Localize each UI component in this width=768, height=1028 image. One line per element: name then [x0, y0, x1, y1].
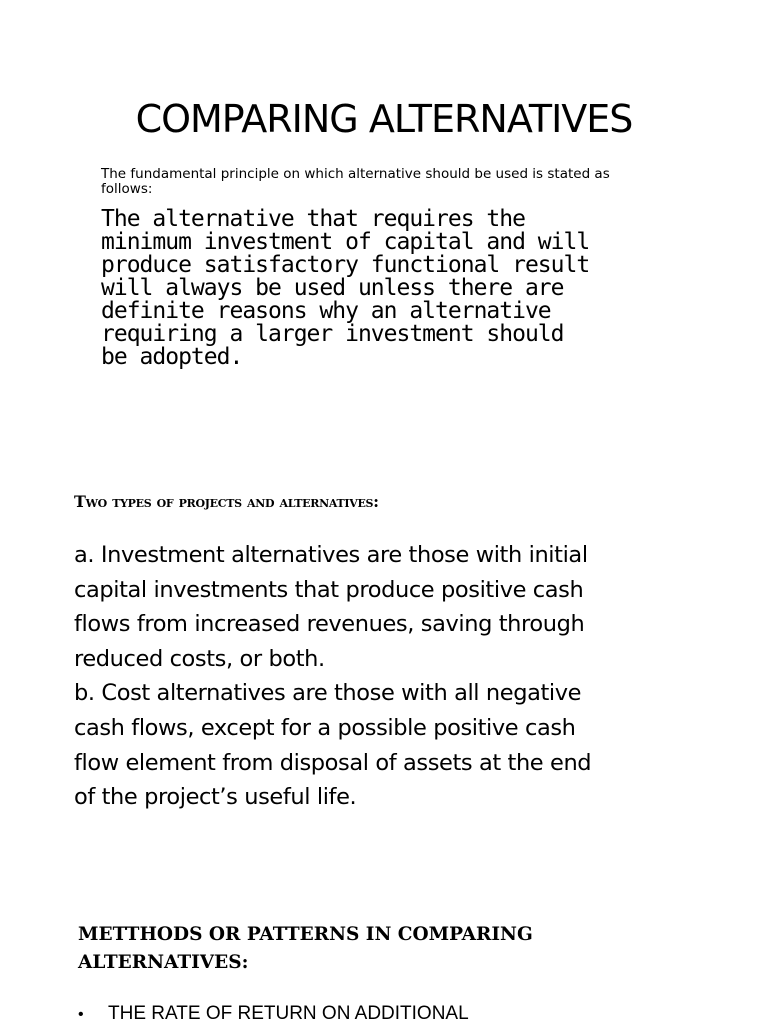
methods-heading: METTHODS OR PATTERNS IN COMPARING ALTERNATIVES: [78, 924, 533, 973]
methods-list-item-text: THE RATE OF RETURN ON ADDITIONAL [108, 1003, 469, 1024]
types-heading: Two types of projects and alternatives: [74, 492, 379, 511]
types-description: a. Investment alternatives are those with initial capital investments that produce positive cash flows from increased revenues, saving through reduced costs, or both. b. Cost alternatives are those with all negative cash flows, except for a possible positive cash flow element from disposal of assets at the end of the project’s useful life. [74, 542, 592, 811]
principle-statement: The alternative that requires the minimum investment of capital and will produce satisfactory functional result will always be used unless there are definite reasons why an alternative requiring a larger investment should be adopted. [101, 206, 590, 370]
intro-paragraph: The fundamental principle on which alternative should be used is stated as follows: [101, 166, 610, 197]
page-title: COMPARING ALTERNATIVES [135, 97, 633, 141]
bullet-icon: • [78, 1006, 84, 1023]
